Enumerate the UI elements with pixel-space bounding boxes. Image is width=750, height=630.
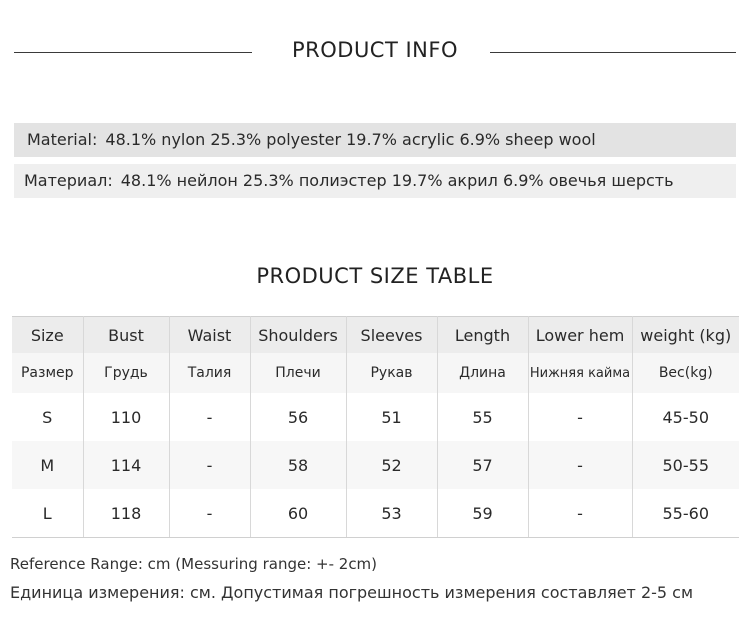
table-cell: - <box>169 441 250 489</box>
size-table-title: PRODUCT SIZE TABLE <box>256 264 494 288</box>
header-cell: weight (kg) <box>632 317 739 354</box>
table-cell: S <box>12 393 83 441</box>
header-cell: Длина <box>437 353 528 393</box>
table-cell: 53 <box>346 489 437 538</box>
product-info-title: PRODUCT INFO <box>291 38 458 62</box>
product-info-header <box>0 36 750 68</box>
header-cell: Плечи <box>250 353 346 393</box>
header-cell: Length <box>437 317 528 354</box>
header-cell: Грудь <box>83 353 169 393</box>
table-row <box>12 393 739 441</box>
reference-note-ru: Единица измерения: см. Допустимая погрешность измерения составляет 2-5 см <box>10 583 694 602</box>
table-cell: M <box>12 441 83 489</box>
table-header-row-ru <box>12 353 739 393</box>
header-cell: Sleeves <box>346 317 437 354</box>
header-cell: Вес(kg) <box>632 353 739 393</box>
header-cell: Размер <box>12 353 83 393</box>
table-cell: - <box>169 489 250 538</box>
table-cell: 55-60 <box>632 489 739 538</box>
table-cell: 57 <box>437 441 528 489</box>
header-cell: Size <box>12 317 83 354</box>
material-label-ru: Материал: <box>24 171 113 190</box>
table-cell: 52 <box>346 441 437 489</box>
header-cell: Lower hem <box>528 317 632 354</box>
header-cell: Bust <box>83 317 169 354</box>
material-label-en: Material: <box>27 130 98 149</box>
table-cell: - <box>528 393 632 441</box>
table-cell: - <box>528 441 632 489</box>
table-cell: 110 <box>83 393 169 441</box>
table-cell: 51 <box>346 393 437 441</box>
material-row-en <box>14 123 736 157</box>
table-cell: - <box>528 489 632 538</box>
material-value-ru: 48.1% нейлон 25.3% полиэстер 19.7% акрил 6.9% овечья шерсть <box>120 171 674 190</box>
table-cell: 60 <box>250 489 346 538</box>
divider-line-right <box>490 52 736 53</box>
table-cell: 59 <box>437 489 528 538</box>
table-cell: 45-50 <box>632 393 739 441</box>
header-cell: Талия <box>169 353 250 393</box>
table-row <box>12 441 739 489</box>
size-table-header <box>0 262 750 294</box>
header-cell: Нижняя кайма <box>528 353 632 393</box>
material-row-ru <box>14 164 736 198</box>
table-cell: - <box>169 393 250 441</box>
header-cell: Shoulders <box>250 317 346 354</box>
material-value-en: 48.1% nylon 25.3% polyester 19.7% acrylic 6.9% sheep wool <box>105 130 596 149</box>
table-cell: 55 <box>437 393 528 441</box>
table-cell: 56 <box>250 393 346 441</box>
table-cell: L <box>12 489 83 538</box>
size-table <box>12 316 739 538</box>
table-cell: 50-55 <box>632 441 739 489</box>
table-cell: 114 <box>83 441 169 489</box>
table-cell: 58 <box>250 441 346 489</box>
table-row <box>12 489 739 538</box>
reference-note-en: Reference Range: cm (Messuring range: +- 2cm) <box>10 555 378 573</box>
table-cell: 118 <box>83 489 169 538</box>
table-header-row-en <box>12 317 739 354</box>
header-cell: Waist <box>169 317 250 354</box>
header-cell: Рукав <box>346 353 437 393</box>
